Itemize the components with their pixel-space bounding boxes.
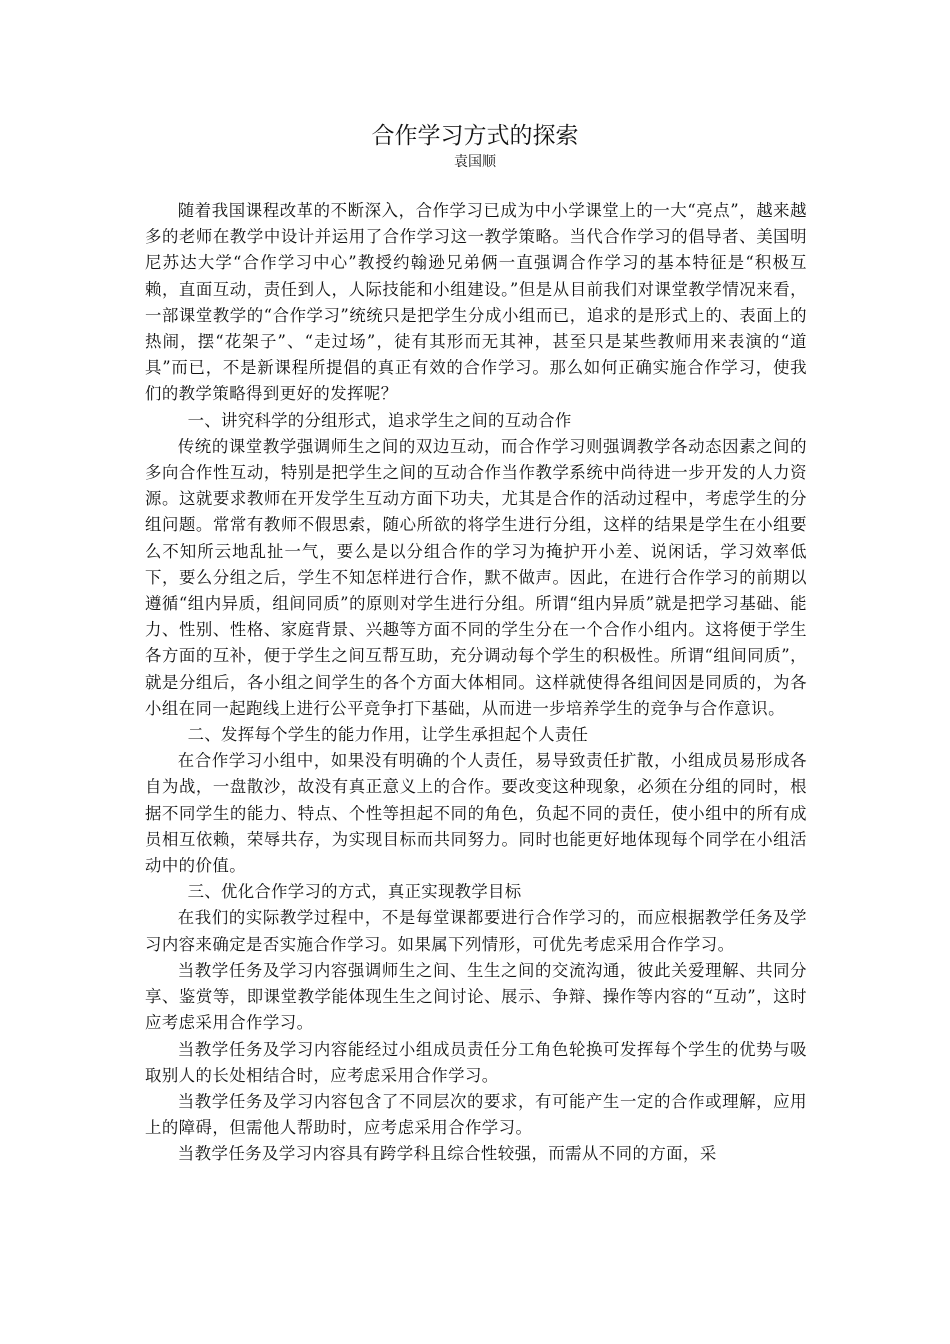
body-paragraph: 在我们的实际教学过程中，不是每堂课都要进行合作学习的，而应根据教学任务及学习内容来确定是否实施合作学习。如果属下列情形，可优先考虑采用合作学习。 [145, 908, 807, 954]
body-paragraph: 随着我国课程改革的不断深入，合作学习已成为中小学课堂上的一大“亮点”，越来越多的老师在教学中设计并运用了合作学习这一教学策略。当代合作学习的倡导者、美国明尼苏达大学“合作学习中心”教授约翰逊兄弟俩一直强调合作学习的基本特征是“积极互赖，直面互动，责任到人，人际技能和小组建设。”但是从目前我们对课堂教学情况来看，一部课堂教学的“合作学习”统统只是把学生分成小组而已，追求的是形式上的、表面上的热闹，摆“花架子”、“走过场”，徒有其形而无其神，甚至只是某些教师用来表演的“道具”而已，不是新课程所提倡的真正有效的合作学习。那么如何正确实施合作学习，使我们的教学策略得到更好的发挥呢？ [145, 201, 807, 404]
body-paragraph: 当教学任务及学习内容能经过小组成员责任分工角色轮换可发挥每个学生的优势与吸取别人的长处相结合时，应考虑采用合作学习。 [145, 1039, 807, 1085]
body-paragraph: 当教学任务及学习内容具有跨学科且综合性较强，而需从不同的方面，采 [177, 1144, 717, 1164]
body-paragraph: 当教学任务及学习内容包含了不同层次的要求，有可能产生一定的合作或理解，应用上的障碍，但需他人帮助时，应考虑采用合作学习。 [145, 1091, 807, 1138]
body-paragraph: 传统的课堂教学强调师生之间的双边互动，而合作学习则强调教学各动态因素之间的多向合作性互动，特别是把学生之间的互动合作当作教学系统中尚待进一步开发的人力资源。这就要求教师在开发学生互动方面下功夫，尤其是合作的活动过程中，考虑学生的分组问题。常常有教师不假思索，随心所欲的将学生进行分组，这样的结果是学生在小组要么不知所云地乱扯一气，要么是以分组合作的学习为掩护开小差、说闲话，学习效率低下，要么分组之后，学生不知怎样进行合作，默不做声。因此，在进行合作学习的前期以遵循“组内异质，组间同质”的原则对学生进行分组。所谓“组内异质”就是把学习基础、能力、性别、性格、家庭背景、兴趣等方面不同的学生分在一个合作小组内。这将便于学生各方面的互补，便于学生之间互帮互助，充分调动每个学生的积极性。所谓“组间同质”，就是分组后，各小组之间学生的各个方面大体相同。这样就使得各组间因是同质的，为各小组在同一起跑线上进行公平竞争打下基础，从而进一步培养学生的竞争与合作意识。 [145, 436, 807, 718]
section-heading: 三、优化合作学习的方式，真正实现教学目标 [187, 882, 522, 902]
document-author: 袁国顺 [454, 154, 496, 170]
body-paragraph: 在合作学习小组中，如果没有明确的个人责任，易导致责任扩散，小组成员易形成各自为战，一盘散沙，故没有真正意义上的合作。要改变这种现象，必须在分组的同时，根据不同学生的能力、特点、个性等担起不同的角色，负起不同的责任，使小组中的所有成员相互依赖，荣辱共存，为实现目标而共同努力。同时也能更好地体现每个同学在小组活动中的价值。 [145, 751, 807, 876]
document-body [145, 198, 807, 1168]
section-heading: 一、讲究科学的分组形式，追求学生之间的互动合作 [187, 410, 572, 430]
body-paragraph: 当教学任务及学习内容强调师生之间、生生之间的交流沟通，彼此关爱理解、共同分享、鉴赏等，即课堂教学能体现生生之间讨论、展示、争辩、操作等内容的“互动”，这时应考虑采用合作学习。 [145, 960, 807, 1033]
document-title: 合作学习方式的探索 [371, 123, 579, 149]
section-heading: 二、发挥每个学生的能力作用，让学生承担起个人责任 [187, 725, 589, 745]
